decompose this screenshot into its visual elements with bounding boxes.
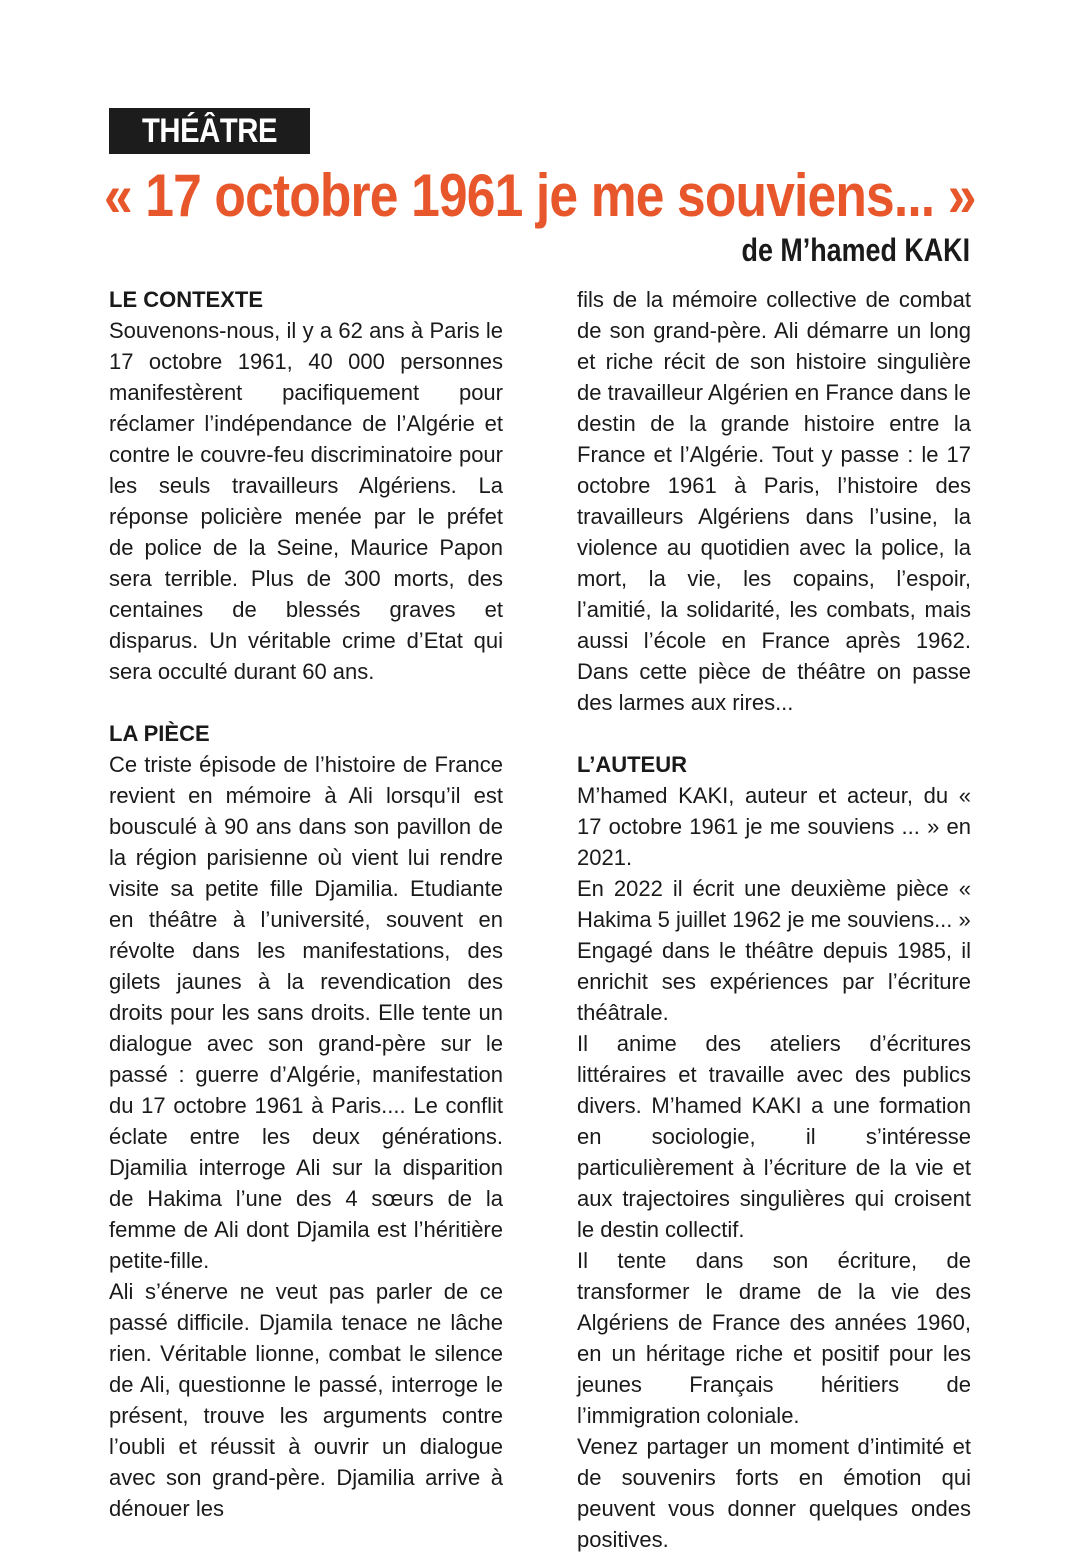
auteur-paragraph-4: Il anime des ateliers d’écritures littéraires et travaille avec des publics divers. M’hamed KAKI a une formation en sociologie, il s’intéresse particulièrement à l’écriture de la vie et aux trajectoires singulières qui croisent le destin collectif. <box>577 1031 971 1242</box>
section-tag: THÉÂTRE <box>109 108 310 154</box>
section-heading-piece: LA PIÈCE <box>109 721 210 746</box>
piece-paragraph-1: Ce triste épisode de l’histoire de France revient en mémoire à Ali lorsqu’il est bousculé à 90 ans dans son pavillon de la région parisienne où vient lui rendre visite sa petite fille Djamilia. Etudiante en théâtre à l’université, souvent en révolte dans les manifestations, des gilets jaunes à la revendication des droits pour les sans droits. Elle tente un dialogue avec son grand-père sur le passé : guerre d’Algérie, manifestation du 17 octobre 1961 à Paris.... Le conflit éclate entre les deux générations. Djamilia interroge Ali sur la disparition de Hakima l’une des 4 sœurs de la femme de Ali dont Djamila est l’héritière petite-fille. <box>109 752 503 1273</box>
section-heading-contexte: LE CONTEXTE <box>109 287 264 312</box>
piece-paragraph-2-part-2: fils de la mémoire collective de combat de son grand-père. Ali démarre un long et riche récit de son histoire singulière de travailleur Algérien en France dans le destin de la grande histoire entre la France et l’Algérie. Tout y passe : le 17 octobre 1961 à Paris, l’histoire des travailleurs Algériens dans l’usine, la violence au quotidien avec la police, la mort, la vie, les copains, l’espoir, l’amitié, la solidarité, les combats, mais aussi l’école en France après 1962. Dans cette pièce de théâtre on passe des larmes aux rires... <box>577 287 971 715</box>
piece-paragraph-2-part-1: Ali s’énerve ne veut pas parler de ce passé difficile. Djamila tenace ne lâche rien. Véritable lionne, combat le silence de Ali, questionne le passé, interroge le présent, trouve les arguments contre l’oubli et réussit à ouvrir un dialogue avec son grand-père. Djamilia arrive à dénouer les <box>109 1279 503 1521</box>
auteur-paragraph-1: M’hamed KAKI, auteur et acteur, du « 17 octobre 1961 je me souviens ... » en 2021. <box>577 783 971 870</box>
author-byline: de M’hamed KAKI <box>741 232 970 268</box>
auteur-paragraph-5: Il tente dans son écriture, de transformer le drame de la vie des Algériens de France des années 1960, en un héritage riche et positif pour les jeunes Français héritiers de l’immigration coloniale. <box>577 1248 971 1428</box>
article-title: « 17 octobre 1961 je me souviens... » <box>104 162 976 229</box>
left-column <box>109 284 503 1524</box>
auteur-paragraph-2: En 2022 il écrit une deuxième pièce « Hakima 5 juillet 1962 je me souviens... » <box>577 876 971 932</box>
auteur-paragraph-6: Venez partager un moment d’intimité et de souvenirs forts en émotion qui peuvent vous donner quelques ondes positives. <box>577 1434 971 1552</box>
section-heading-auteur: L’AUTEUR <box>577 752 687 777</box>
contexte-text: Souvenons-nous, il y a 62 ans à Paris le 17 octobre 1961, 40 000 personnes manifestèrent pacifiquement pour réclamer l’indépendance de l’Algérie et contre le couvre-feu discriminatoire pour les seuls travailleurs Algériens. La réponse policière menée par le préfet de police de la Seine, Maurice Papon sera terrible. Plus de 300 morts, des centaines de blessés graves et disparus. Un véritable crime d’Etat qui sera occulté durant 60 ans. <box>109 318 503 684</box>
auteur-paragraph-3: Engagé dans le théâtre depuis 1985, il enrichit ses expériences par l’écriture théâtrale. <box>577 938 971 1025</box>
right-column <box>577 284 971 1555</box>
